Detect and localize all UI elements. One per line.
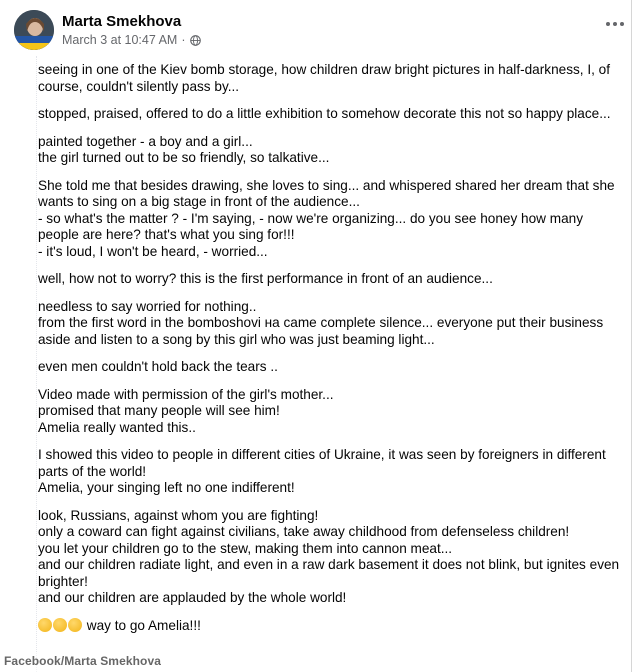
divider (36, 56, 37, 672)
author-name[interactable]: Marta Smekhova (62, 13, 182, 30)
post-paragraph: Video made with permission of the girl's mother... promised that many people will see him! Amelia really wanted this.. (38, 386, 334, 435)
post-paragraph: well, how not to worry? this is the first performance in front of an audience... (38, 271, 493, 286)
post-paragraph: look, Russians, against whom you are fighting! only a coward can fight against civilians, take away childhood from defenseless children! you let your children go to the stew, making them into cannon meat... and our children radiate light, and even in a raw dark basement it does not blink, but ignites even brighter! and our children are applauded by the whole world! (38, 507, 620, 605)
clapping-hands-emoji (53, 618, 67, 632)
post-paragraph: I showed this video to people in different cities of Ukraine, it was seen by foreigners in different parts of the world! Amelia, your singing left no one indifferent! (38, 447, 606, 495)
post-paragraph: needless to say worried for nothing.. from the first word in the bomboshovi на came complete silence... everyone put their business aside and listen to a song by this girl who was just beaming light... (38, 298, 604, 347)
clapping-hands-emoji (38, 618, 52, 632)
author-avatar[interactable] (14, 10, 54, 50)
post-paragraph: stopped, praised, offered to do a little exhibition to somehow decorate this not so happy place... (38, 106, 611, 121)
image-credit: Facebook/Marta Smekhova (0, 652, 167, 672)
post-body (38, 62, 623, 634)
post-paragraph: even men couldn't hold back the tears .. (38, 359, 278, 374)
globe-icon[interactable] (190, 35, 201, 46)
post-closing-text: way to go Amelia!!! (86, 617, 201, 633)
clapping-hands-emoji (68, 618, 82, 632)
post-last-line (38, 618, 623, 635)
post-header (14, 10, 614, 50)
post-paragraph: painted together - a boy and a girl... the girl turned out to be so friendly, so talkative... (38, 133, 330, 165)
meta-separator: · (181, 33, 186, 47)
post-paragraph: seeing in one of the Kiev bomb storage, how children draw bright pictures in half-darkness, I, of course, couldn't silently pass by... (38, 62, 611, 94)
post-timestamp[interactable]: March 3 at 10:47 AM (62, 33, 178, 47)
more-options-icon[interactable] (601, 14, 629, 34)
post-paragraph: She told me that besides drawing, she loves to sing... and whispered shared her dream that she wants to sing on a big stage in front of the audience... - so what's the matter ? - I'm saying, - now we're organizing... do you see honey how many people are here? that's what you sing for!!! - it's loud, I won't be heard, - worried... (38, 177, 615, 259)
post-meta (62, 33, 201, 47)
